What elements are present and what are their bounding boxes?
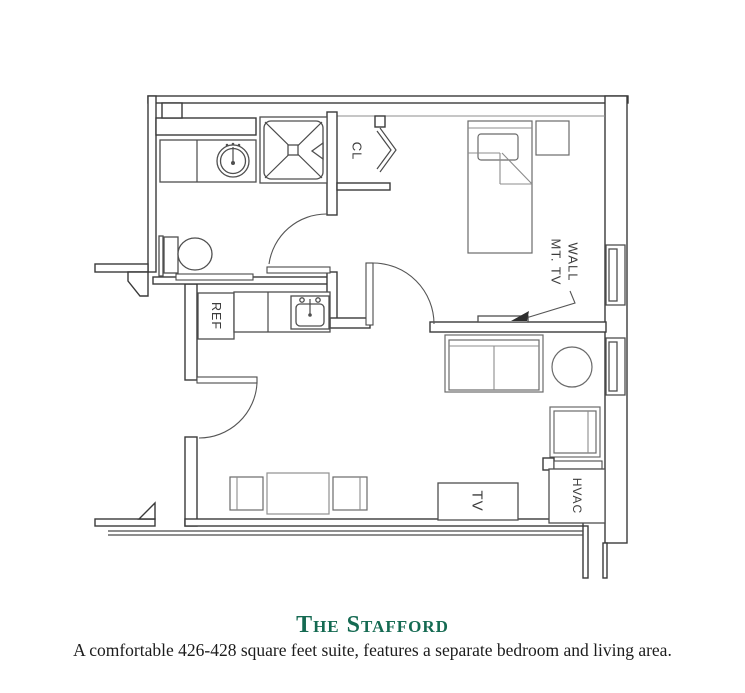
hvac-louver-door <box>554 461 602 469</box>
toilet-grab-bar <box>159 236 163 276</box>
bathroom-door <box>267 214 330 273</box>
bedroom-wall-left <box>330 318 370 328</box>
round-table <box>552 347 592 387</box>
dining-chair-right <box>333 477 367 510</box>
wall-mount-tv-label-line2: MT. TV <box>548 238 564 286</box>
loveseat <box>445 335 543 392</box>
vanity-soffit-tab <box>162 103 182 118</box>
dining-set <box>230 473 367 514</box>
closet-jamb-notch <box>375 116 385 127</box>
refrigerator-label: REF <box>209 302 223 330</box>
bottom-wall <box>185 519 583 526</box>
living-room-window <box>606 338 625 395</box>
living-room <box>230 335 605 523</box>
kitchen-west-wall <box>185 284 197 380</box>
plan-subtitle: A comfortable 426-428 square feet suite, features a separate bedroom and living area. <box>73 640 672 661</box>
bathroom <box>159 117 327 276</box>
top-wall <box>148 96 628 103</box>
entry-door <box>197 377 257 438</box>
right-wall <box>605 96 627 543</box>
bed <box>468 121 532 253</box>
corridor-right-wall <box>583 526 588 578</box>
bedroom-wall-right <box>430 322 606 332</box>
toilet-bowl <box>178 238 212 270</box>
shower <box>260 117 327 183</box>
caption <box>0 612 745 661</box>
closet-bifold-door <box>377 128 396 172</box>
plan-title: The Stafford <box>296 612 449 638</box>
right-wall-step <box>603 543 607 578</box>
hvac-label: HVAC <box>570 477 584 515</box>
pillow <box>478 134 518 160</box>
corridor-top-wall <box>95 264 148 272</box>
shower-closet-wall <box>327 112 337 215</box>
tv-label: TV <box>468 490 486 512</box>
corridor-bottom-chamfer <box>139 503 155 519</box>
corridor-bottom-wall <box>95 519 155 526</box>
kitchen-sink <box>291 296 329 329</box>
armchair <box>550 407 600 457</box>
dining-table <box>267 473 329 514</box>
bedroom-door <box>366 263 434 325</box>
hvac-wall-stub <box>543 458 554 470</box>
toilet-tank <box>164 237 178 273</box>
vanity-soffit <box>156 118 256 135</box>
kitchen-west-wall-lower <box>185 437 197 526</box>
bedroom-window <box>606 245 625 305</box>
closet-south-wall <box>337 183 390 190</box>
nightstand <box>536 121 569 155</box>
bedroom <box>468 121 575 322</box>
bathroom-sliding-door <box>176 274 253 280</box>
wall-mount-tv-leader <box>511 291 575 321</box>
left-wall-upper <box>148 96 156 272</box>
corridor-top-chamfer <box>128 272 148 296</box>
wall-mount-tv-label-line1: WALL <box>565 242 581 282</box>
closet-label: CL <box>349 141 365 161</box>
dining-chair-left <box>230 477 263 510</box>
toilet <box>159 236 212 276</box>
